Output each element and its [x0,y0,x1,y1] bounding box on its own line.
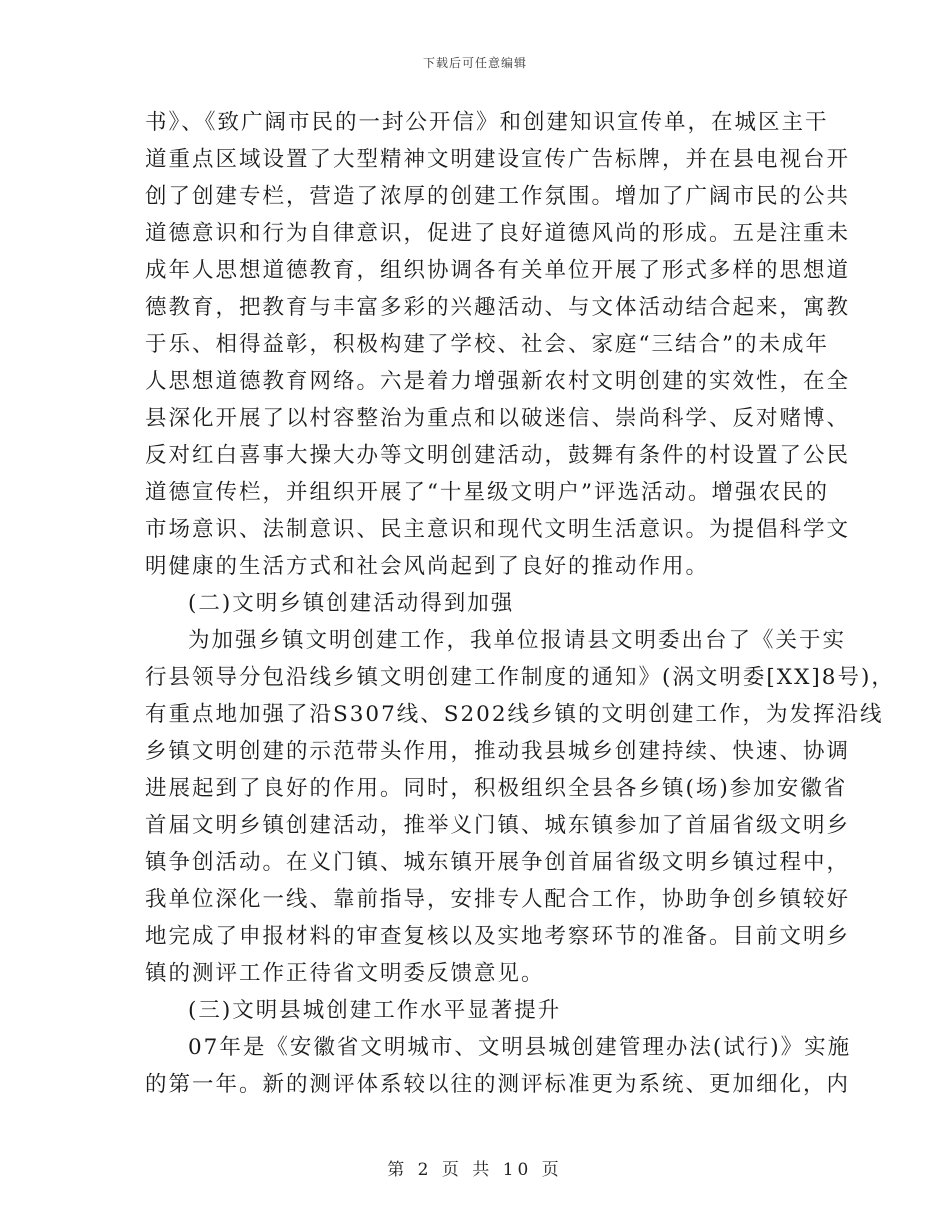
text-line: 明健康的生活方式和社会风尚起到了良好的推动作用。 [145,554,710,579]
text-line: 镇的测评工作正待省文明委反馈意见。 [145,961,545,986]
text-line: 书》、《致广阔市民的一封公开信》和创建知识宣传单，在城区主干 [145,110,829,135]
text-line: (二)文明乡镇创建活动得到加强 [188,591,515,616]
text-line: 的第一年。新的测评体系较以往的测评标准更为系统、更加细化，内 [145,1072,851,1097]
text-line: 创了创建专栏，营造了浓厚的创建工作氛围。增加了广阔市民的公共 [145,184,851,209]
document-body [145,104,895,1103]
page-header-note: 下载后可任意编辑 [422,56,527,70]
text-line: 成年人思想道德教育，组织协调各有关单位开展了形式多样的思想道 [145,258,851,283]
text-line: 有重点地加强了沿S307线、S202线乡镇的文明创建工作，为发挥沿线 [145,702,884,727]
text-line: 于乐、相得益彰，积极构建了学校、社会、家庭“三结合”的未成年 [145,332,829,357]
text-line: (三)文明县城创建工作水平显著提升 [188,998,562,1023]
text-line: 县深化开展了以村容整治为重点和以破迷信、崇尚科学、反对赌博、 [145,406,851,431]
text-line: 首届文明乡镇创建活动，推举义门镇、城东镇参加了首届省级文明乡 [145,813,851,838]
text-line: 镇争创活动。在义门镇、城东镇开展争创首届省级文明乡镇过程中， [145,850,851,875]
text-line: 乡镇文明创建的示范带头作用，推动我县城乡创建持续、快速、协调 [145,739,851,764]
text-line: 道德宣传栏，并组织开展了“十星级文明户”评选活动。增强农民的 [145,480,829,505]
text-line: 进展起到了良好的作用。同时，积极组织全县各乡镇(场)参加安徽省 [145,776,848,801]
text-line: 我单位深化一线、靠前指导，安排专人配合工作，协助争创乡镇较好 [145,887,851,912]
text-line: 道德意识和行为自律意识，促进了良好道德风尚的形成。五是注重未 [145,221,851,246]
text-line: 道重点区域设置了大型精神文明建设宣传广告标牌，并在县电视台开 [145,147,851,172]
text-line: 07年是《安徽省文明城市、文明县城创建管理办法(试行)》实施 [188,1035,852,1060]
text-line: 市场意识、法制意识、民主意识和现代文明生活意识。为提倡科学文 [145,517,851,542]
text-line: 反对红白喜事大操大办等文明创建活动，鼓舞有条件的村设置了公民 [145,443,851,468]
text-line: 行县领导分包沿线乡镇文明创建工作制度的通知》(涡文明委[XX]8号)， [145,665,895,690]
text-line: 人思想道德教育网络。六是着力增强新农村文明创建的实效性，在全 [145,369,851,394]
page-number-footer: 第 2 页 共 10 页 [387,1160,563,1180]
text-line: 德教育，把教育与丰富多彩的兴趣活动、与文体活动结合起来，寓教 [145,295,851,320]
text-line: 为加强乡镇文明创建工作，我单位报请县文明委出台了《关于实 [188,628,847,653]
text-line: 地完成了申报材料的审查复核以及实地考察环节的准备。目前文明乡 [145,924,851,949]
